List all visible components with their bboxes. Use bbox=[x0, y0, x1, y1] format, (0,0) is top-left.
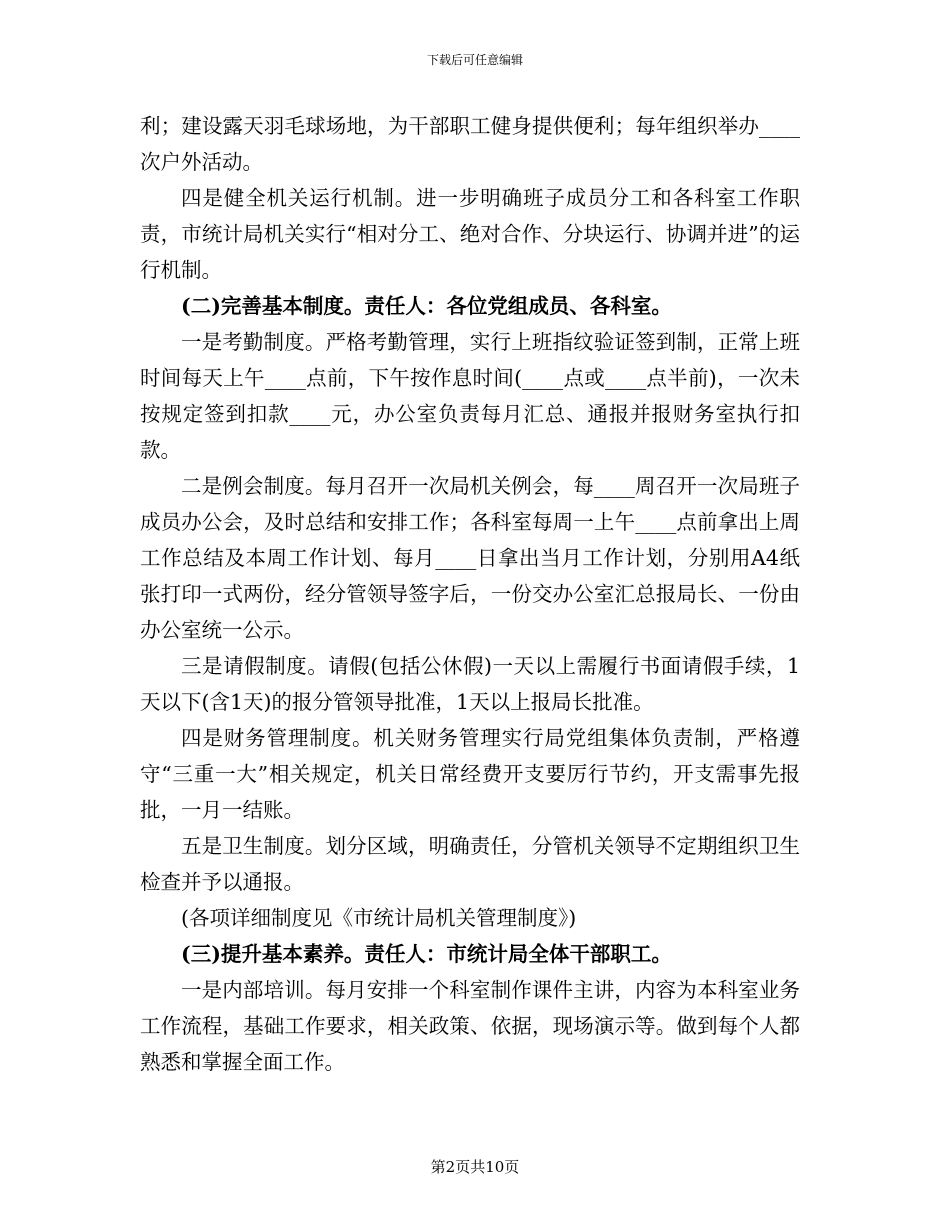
paragraph-continuation: 利；建设露天羽毛球场地，为干部职工健身提供便利；每年组织举办____次户外活动。 bbox=[140, 114, 800, 174]
page-header: 下载后可任意编辑 bbox=[426, 53, 523, 67]
paragraph-operating-mechanism: 四是健全机关运行机制。进一步明确班子成员分工和各科室工作职责，市统计局机关实行“相对分工、绝对合作、分块运行、协调并进”的运行机制。 bbox=[140, 186, 800, 282]
paragraph-reference-note: (各项详细制度见《市统计局机关管理制度》) bbox=[181, 906, 577, 930]
paragraph-finance-system: 四是财务管理制度。机关财务管理实行局党组集体负责制，严格遵守“三重一大”相关规定，机关日常经费开支要厉行节约，开支需事先报批，一月一结账。 bbox=[140, 726, 800, 822]
document-body bbox=[140, 108, 800, 1080]
page-footer: 第2页共10页 bbox=[430, 1158, 520, 1176]
section-heading-basic-quality: (三)提升基本素养。责任人：市统计局全体干部职工。 bbox=[181, 942, 672, 966]
paragraph-meeting-system: 二是例会制度。每月召开一次局机关例会，每____周召开一次局班子成员办公会，及时总结和安排工作；各科室每周一上午____点前拿出上周工作总结及本周工作计划、每月____日拿出当月工作计划，分别用A4纸张打印一式两份，经分管领导签字后，一份交办公室汇总报局长、一份由办公室统一公示。 bbox=[140, 474, 800, 642]
paragraph-attendance-system: 一是考勤制度。严格考勤管理，实行上班指纹验证签到制，正常上班时间每天上午____点前，下午按作息时间(____点或____点半前)，一次未按规定签到扣款____元，办公室负责每月汇总、通报并报财务室执行扣款。 bbox=[140, 330, 800, 462]
paragraph-hygiene-system: 五是卫生制度。划分区域，明确责任，分管机关领导不定期组织卫生检查并予以通报。 bbox=[140, 834, 800, 894]
section-heading-basic-systems: (二)完善基本制度。责任人：各位党组成员、各科室。 bbox=[181, 294, 672, 318]
paragraph-leave-system: 三是请假制度。请假(包括公休假)一天以上需履行书面请假手续，1天以下(含1天)的报分管领导批准，1天以上报局长批准。 bbox=[140, 654, 800, 714]
paragraph-internal-training: 一是内部培训。每月安排一个科室制作课件主讲，内容为本科室业务工作流程，基础工作要求，相关政策、依据，现场演示等。做到每个人都熟悉和掌握全面工作。 bbox=[140, 978, 800, 1074]
